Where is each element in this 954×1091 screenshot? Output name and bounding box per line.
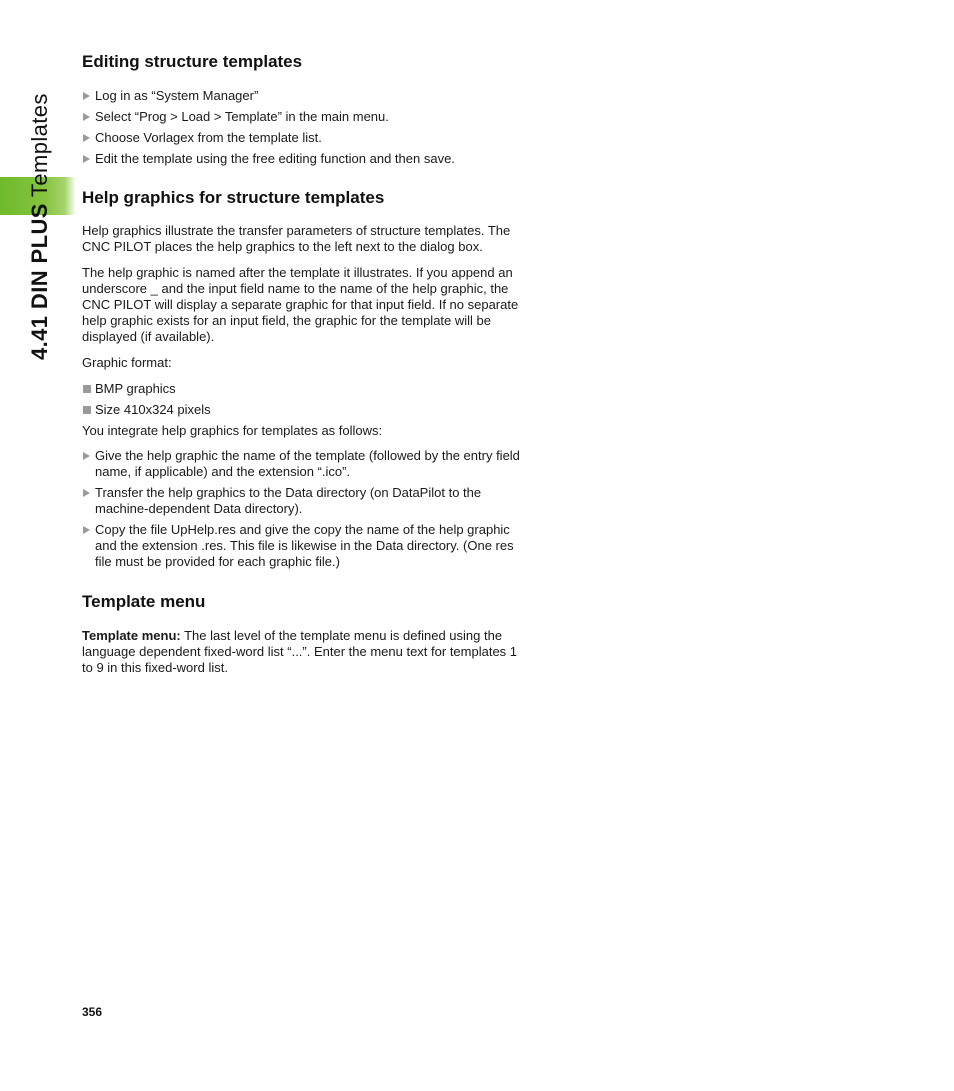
step-text: Select “Prog > Load > Template” in the main menu. xyxy=(95,109,389,124)
chapter-side-tab xyxy=(0,0,76,1091)
chapter-tab-label-light: Templates xyxy=(27,93,52,204)
list-item xyxy=(82,109,527,125)
help-graphics-naming-paragraph: The help graphic is named after the template it illustrates. If you append an underscore _ and the input field name to the name of the help graphic, the CNC PILOT will display a separate graphic for that input field. If no separate help graphic exists for an input field, the graphic for the template will be displayed (if available). xyxy=(82,265,519,344)
graphic-format-list xyxy=(82,381,527,418)
section-title-editing-templates: Editing structure templates xyxy=(82,52,303,71)
chapter-tab-label xyxy=(26,93,54,360)
list-item xyxy=(82,151,527,167)
chapter-tab-label-bold: 4.41 DIN PLUS xyxy=(27,203,52,360)
integrate-help-graphics-intro: You integrate help graphics for templates as follows: xyxy=(82,423,383,438)
integrate-steps-list xyxy=(82,448,527,570)
list-item xyxy=(82,381,527,397)
list-item xyxy=(82,130,527,146)
bullet-text: BMP graphics xyxy=(95,381,176,396)
triangle-bullet-icon xyxy=(83,489,90,497)
triangle-bullet-icon xyxy=(83,526,90,534)
main-content xyxy=(82,48,527,676)
square-bullet-icon xyxy=(83,385,91,393)
template-menu-lead: Template menu: xyxy=(82,628,181,643)
list-item xyxy=(82,88,527,104)
list-item xyxy=(82,485,527,517)
square-bullet-icon xyxy=(83,406,91,414)
graphic-format-label: Graphic format: xyxy=(82,355,172,370)
triangle-bullet-icon xyxy=(83,113,90,121)
list-item xyxy=(82,448,527,480)
section-title-template-menu: Template menu xyxy=(82,592,206,611)
step-text: Give the help graphic the name of the template (followed by the entry field name, if applicable) and the extension “.ico”. xyxy=(95,448,520,479)
list-item xyxy=(82,402,527,418)
step-text: Copy the file UpHelp.res and give the copy the name of the help graphic and the extension .res. This file is likewise in the Data directory. (One res file must be provided for each graphic file.) xyxy=(95,522,514,569)
template-menu-text: The last level of the template menu is defined using the language dependent fixed-word list “...”. Enter the menu text for templates 1 to 9 in this fixed-word list. xyxy=(82,628,518,675)
help-graphics-intro-paragraph: Help graphics illustrate the transfer parameters of structure templates. The CNC PILOT places the help graphics to the left next to the dialog box. xyxy=(82,223,511,254)
section-title-help-graphics: Help graphics for structure templates xyxy=(82,188,385,207)
triangle-bullet-icon xyxy=(83,92,90,100)
step-text: Choose Vorlagex from the template list. xyxy=(95,130,322,145)
step-text: Log in as “System Manager” xyxy=(95,88,259,103)
triangle-bullet-icon xyxy=(83,452,90,460)
step-text: Edit the template using the free editing function and then save. xyxy=(95,151,455,166)
page-number: 356 xyxy=(82,1005,103,1019)
list-item xyxy=(82,522,527,570)
template-menu-paragraph xyxy=(82,628,527,676)
step-text: Transfer the help graphics to the Data directory (on DataPilot to the machine-dependent Data directory). xyxy=(95,485,482,516)
editing-steps-list xyxy=(82,88,527,167)
bullet-text: Size 410x324 pixels xyxy=(95,402,211,417)
triangle-bullet-icon xyxy=(83,155,90,163)
triangle-bullet-icon xyxy=(83,134,90,142)
